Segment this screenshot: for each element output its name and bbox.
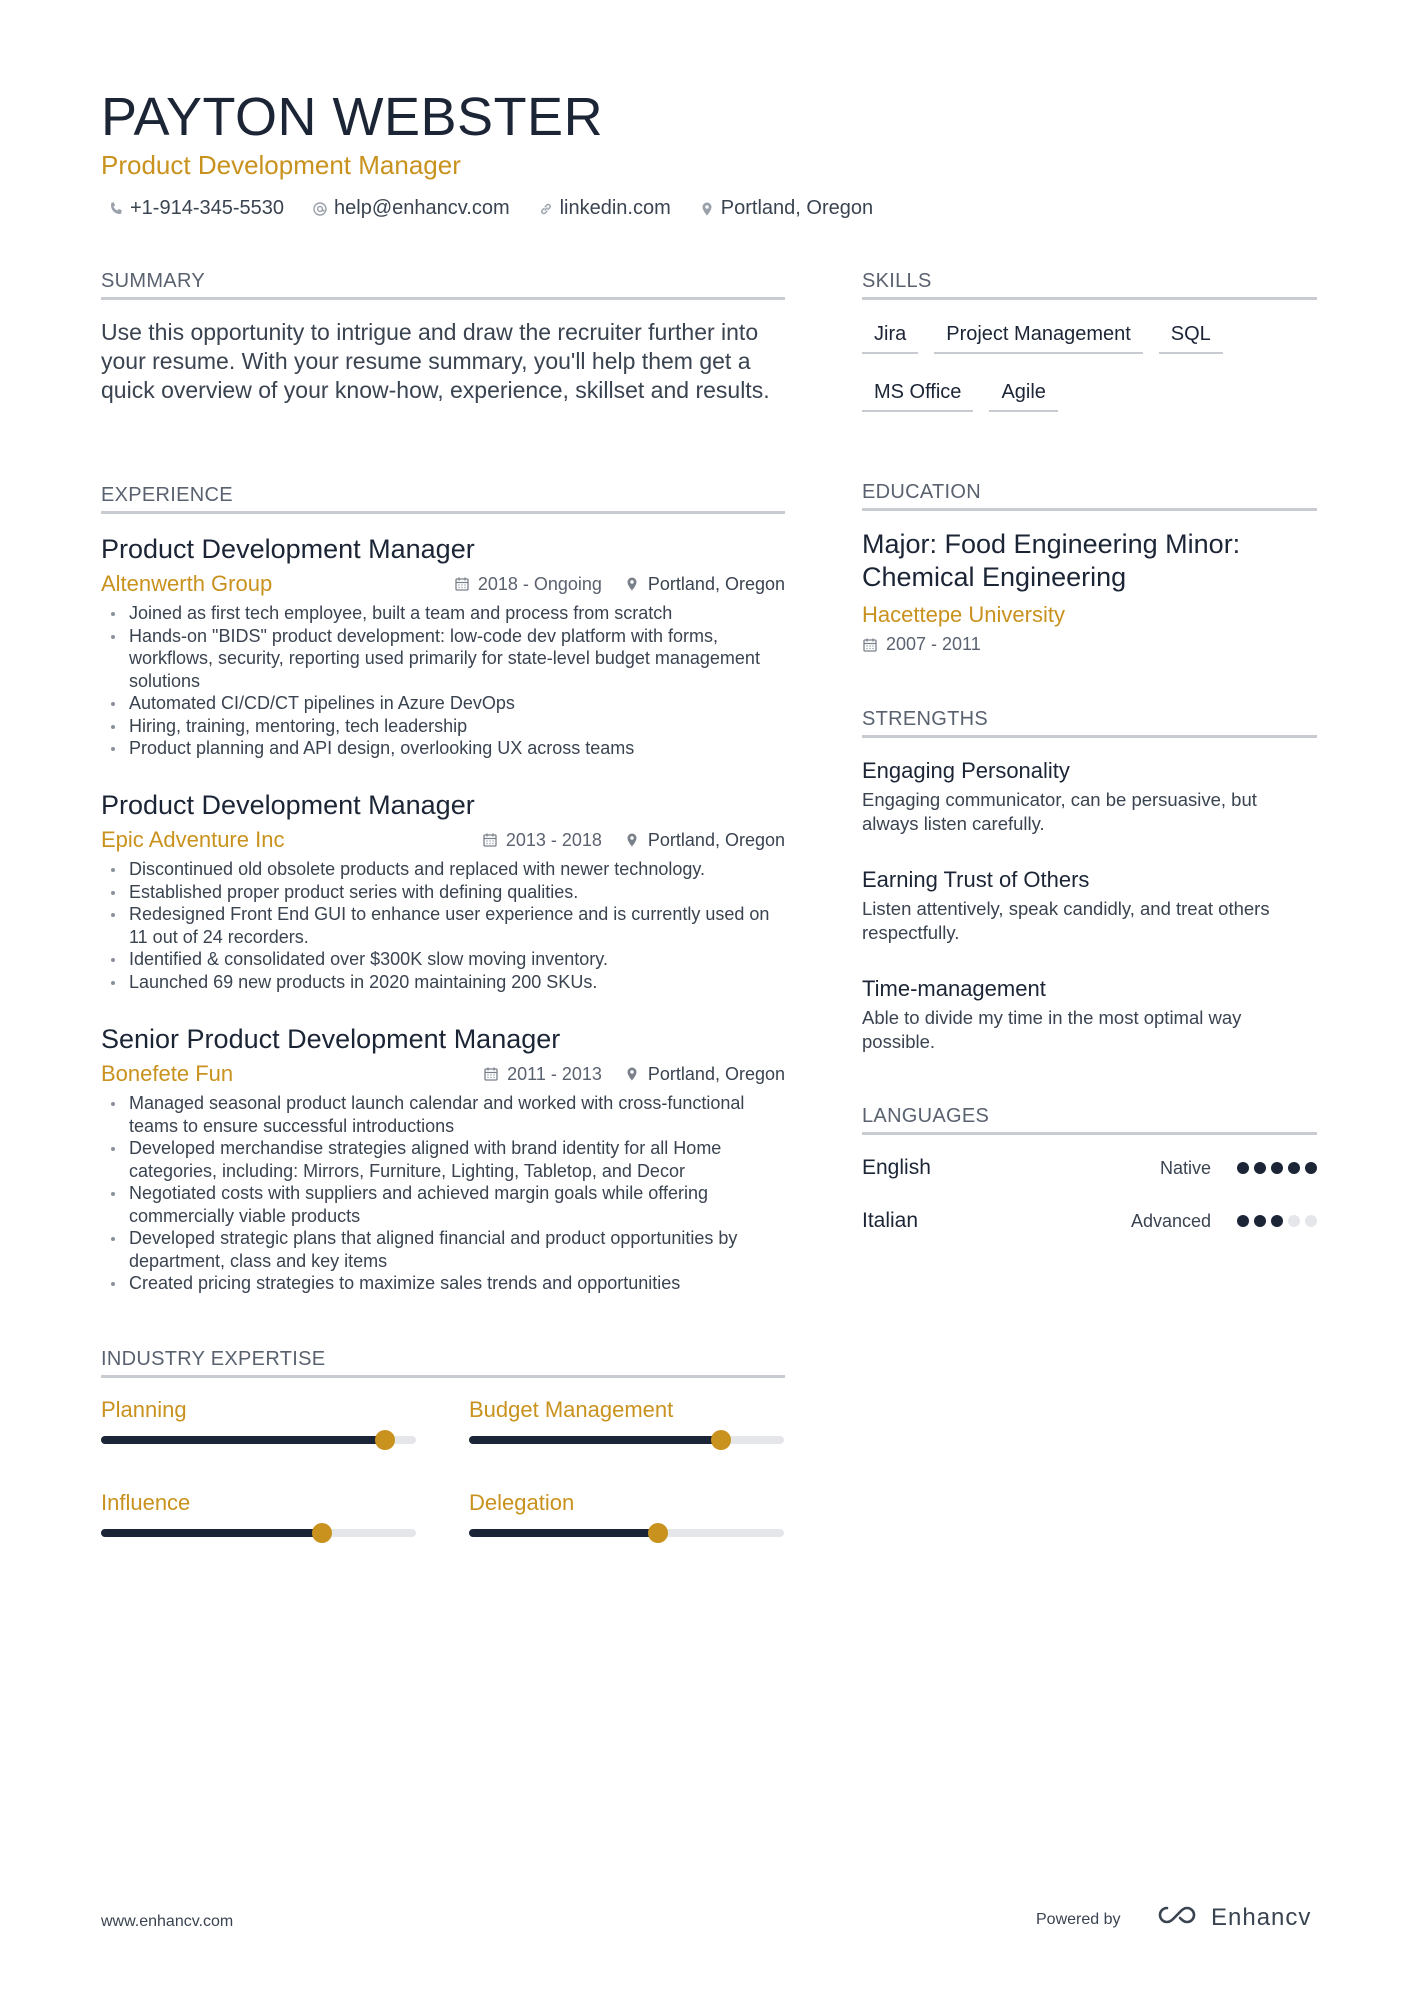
strengths-heading-text: STRENGTHS <box>862 708 989 730</box>
job-bullet: Developed strategic plans that aligned financial and product opportunities by department, class and key items <box>101 1227 785 1272</box>
expertise-item <box>101 1489 416 1537</box>
education-dates <box>862 634 981 655</box>
expertise-label: Influence <box>101 1490 191 1515</box>
job-dates <box>454 568 602 600</box>
job-meta-line <box>101 568 785 600</box>
footer-powered-by: Powered by <box>1036 1911 1121 1928</box>
job-location-text: Portland, Oregon <box>647 1064 785 1084</box>
languages-heading <box>862 1105 1317 1135</box>
expertise-bar-knob <box>648 1523 668 1543</box>
expertise-bar-fill <box>101 1529 322 1537</box>
proficiency-dot <box>1305 1215 1317 1227</box>
enhancv-logo[interactable] <box>1153 1900 1311 1935</box>
language-item <box>862 1206 1317 1236</box>
contact-location <box>699 197 873 220</box>
strength-item <box>862 975 1317 1054</box>
skill-tag: Jira <box>862 318 918 354</box>
contact-phone[interactable] <box>108 197 284 220</box>
job-dates-text: 2011 - 2013 <box>507 1064 602 1084</box>
location-pin-icon <box>624 576 640 592</box>
strength-title: Earning Trust of Others <box>862 867 1090 892</box>
company-name: Altenwerth Group <box>101 571 273 596</box>
expertise-label: Delegation <box>469 1490 575 1515</box>
language-level: Native <box>1159 1158 1211 1178</box>
job-title: Product Development Manager <box>101 534 475 564</box>
language-level: Advanced <box>1130 1211 1211 1231</box>
location-text: Portland, Oregon <box>720 197 874 219</box>
job-location <box>624 1058 785 1090</box>
proficiency-dot <box>1237 1215 1249 1227</box>
industry-expertise-heading <box>101 1348 785 1378</box>
calendar-icon <box>483 1066 499 1082</box>
job-location-text: Portland, Oregon <box>647 574 785 594</box>
job-bullet: Hiring, training, mentoring, tech leadership <box>101 715 785 738</box>
strengths-heading <box>862 708 1317 738</box>
expertise-label: Budget Management <box>469 1397 674 1422</box>
job-dates <box>483 1058 602 1090</box>
calendar-icon <box>454 576 470 592</box>
candidate-name: PAYTON WEBSTER <box>101 87 604 147</box>
enhancv-logo-icon <box>1153 1900 1201 1935</box>
expertise-bar-knob <box>711 1430 731 1450</box>
expertise-item <box>469 1489 784 1537</box>
language-dots <box>1237 1215 1317 1227</box>
expertise-bar-fill <box>469 1436 721 1444</box>
job-meta-line <box>101 824 785 856</box>
expertise-bar-fill <box>101 1436 385 1444</box>
job-bullet: Created pricing strategies to maximize sales trends and opportunities <box>101 1272 785 1295</box>
company-name: Epic Adventure Inc <box>101 827 285 852</box>
expertise-item <box>101 1396 416 1444</box>
job-dates-text: 2018 - Ongoing <box>477 574 602 594</box>
job-location-text: Portland, Oregon <box>647 830 785 850</box>
education-dates-text: 2007 - 2011 <box>886 634 981 654</box>
job-bullet: Managed seasonal product launch calendar and worked with cross-functional teams to ensure successful introductions <box>101 1092 785 1137</box>
footer-url[interactable]: www.enhancv.com <box>101 1913 234 1930</box>
strength-item <box>862 866 1317 945</box>
summary-heading-text: SUMMARY <box>101 270 205 292</box>
job-dates-text: 2013 - 2018 <box>505 830 602 850</box>
job-bullet: Launched 69 new products in 2020 maintaining 200 SKUs. <box>101 971 785 994</box>
contact-linkedin[interactable] <box>538 197 671 220</box>
job-location <box>624 824 785 856</box>
skills-heading-text: SKILLS <box>862 270 932 292</box>
phone-icon <box>108 201 124 217</box>
company-name: Bonefete Fun <box>101 1061 234 1086</box>
calendar-icon <box>482 832 498 848</box>
skills-heading <box>862 270 1317 300</box>
expertise-bar <box>101 1529 416 1537</box>
proficiency-dot <box>1271 1162 1283 1174</box>
proficiency-dot <box>1288 1162 1300 1174</box>
strength-desc: Listen attentively, speak candidly, and treat others respectfully. <box>862 898 1270 943</box>
skills-list <box>862 318 1322 412</box>
job-title: Product Development Manager <box>101 790 475 820</box>
link-icon <box>538 201 554 217</box>
job-meta <box>454 568 785 600</box>
experience-heading-text: EXPERIENCE <box>101 484 233 506</box>
job-entry <box>101 532 785 760</box>
languages-heading-text: LANGUAGES <box>862 1105 990 1127</box>
skill-tag: Project Management <box>934 318 1143 354</box>
proficiency-dot <box>1271 1215 1283 1227</box>
proficiency-dot <box>1254 1162 1266 1174</box>
skill-tag: MS Office <box>862 376 973 412</box>
contact-email[interactable] <box>312 197 510 220</box>
job-entry <box>101 1022 785 1295</box>
job-dates <box>482 824 602 856</box>
language-dots <box>1237 1162 1317 1174</box>
job-location <box>624 568 785 600</box>
strength-title: Engaging Personality <box>862 758 1070 783</box>
job-bullet: Product planning and API design, overlooking UX across teams <box>101 737 785 760</box>
education-heading-text: EDUCATION <box>862 481 981 503</box>
summary-text: Use this opportunity to intrigue and draw the recruiter further into your resume. With your resume summary, you'll help them get a quick overview of your know-how, experience, skillset and results. <box>101 319 770 403</box>
education-school: Hacettepe University <box>862 602 1065 627</box>
calendar-icon <box>862 637 878 653</box>
strength-title: Time-management <box>862 976 1046 1001</box>
job-bullet: Redesigned Front End GUI to enhance user experience and is currently used on 11 out of 24 recorders. <box>101 903 785 948</box>
expertise-item <box>469 1396 784 1444</box>
language-name: English <box>862 1156 931 1179</box>
language-item <box>862 1153 1317 1183</box>
strength-item <box>862 757 1317 836</box>
job-meta <box>483 1058 785 1090</box>
job-bullet: Joined as first tech employee, built a team and process from scratch <box>101 602 785 625</box>
proficiency-dot <box>1288 1215 1300 1227</box>
job-bullets <box>101 1092 785 1295</box>
education-degree: Major: Food Engineering Minor: Chemical Engineering <box>862 529 1241 592</box>
language-name: Italian <box>862 1209 919 1232</box>
skill-tag: SQL <box>1159 318 1223 354</box>
experience-heading <box>101 484 785 514</box>
expertise-bar-fill <box>469 1529 658 1537</box>
job-bullet: Negotiated costs with suppliers and achieved margin goals while offering commercially viable products <box>101 1182 785 1227</box>
job-bullet: Automated CI/CD/CT pipelines in Azure DevOps <box>101 692 785 715</box>
job-meta-line <box>101 1058 785 1090</box>
industry-expertise-heading-text: INDUSTRY EXPERTISE <box>101 1348 326 1370</box>
proficiency-dot <box>1254 1215 1266 1227</box>
job-bullets <box>101 858 785 993</box>
expertise-bar <box>101 1436 416 1444</box>
education-heading <box>862 481 1317 511</box>
enhancv-brand-text: Enhancv <box>1211 1903 1312 1931</box>
location-pin-icon <box>699 201 715 217</box>
strength-desc: Able to divide my time in the most optimal way possible. <box>862 1007 1242 1052</box>
job-bullets <box>101 602 785 760</box>
job-bullet: Identified & consolidated over $300K slow moving inventory. <box>101 948 785 971</box>
email-text: help@enhancv.com <box>334 197 510 219</box>
expertise-label: Planning <box>101 1397 187 1422</box>
candidate-title: Product Development Manager <box>101 150 461 180</box>
job-meta <box>482 824 785 856</box>
summary-heading <box>101 270 785 300</box>
job-bullet: Discontinued old obsolete products and replaced with newer technology. <box>101 858 785 881</box>
job-bullet: Hands-on "BIDS" product development: low-code dev platform with forms, workflows, security, reporting used primarily for state-level budget management solutions <box>101 625 785 693</box>
strength-desc: Engaging communicator, can be persuasive, but always listen carefully. <box>862 789 1257 834</box>
contact-bar <box>108 197 873 220</box>
expertise-bar-knob <box>312 1523 332 1543</box>
proficiency-dot <box>1305 1162 1317 1174</box>
job-entry <box>101 788 785 993</box>
location-pin-icon <box>624 1066 640 1082</box>
job-title: Senior Product Development Manager <box>101 1024 561 1054</box>
expertise-bar-knob <box>375 1430 395 1450</box>
phone-text: +1-914-345-5530 <box>130 197 285 219</box>
skill-tag: Agile <box>989 376 1057 412</box>
proficiency-dot <box>1237 1162 1249 1174</box>
location-pin-icon <box>624 832 640 848</box>
expertise-bar <box>469 1436 784 1444</box>
at-sign-icon <box>312 201 328 217</box>
job-bullet: Established proper product series with defining qualities. <box>101 881 785 904</box>
linkedin-text: linkedin.com <box>559 197 671 219</box>
job-bullet: Developed merchandise strategies aligned with brand identity for all Home categories, including: Mirrors, Furniture, Lighting, Tabletop, and Decor <box>101 1137 785 1182</box>
expertise-bar <box>469 1529 784 1537</box>
